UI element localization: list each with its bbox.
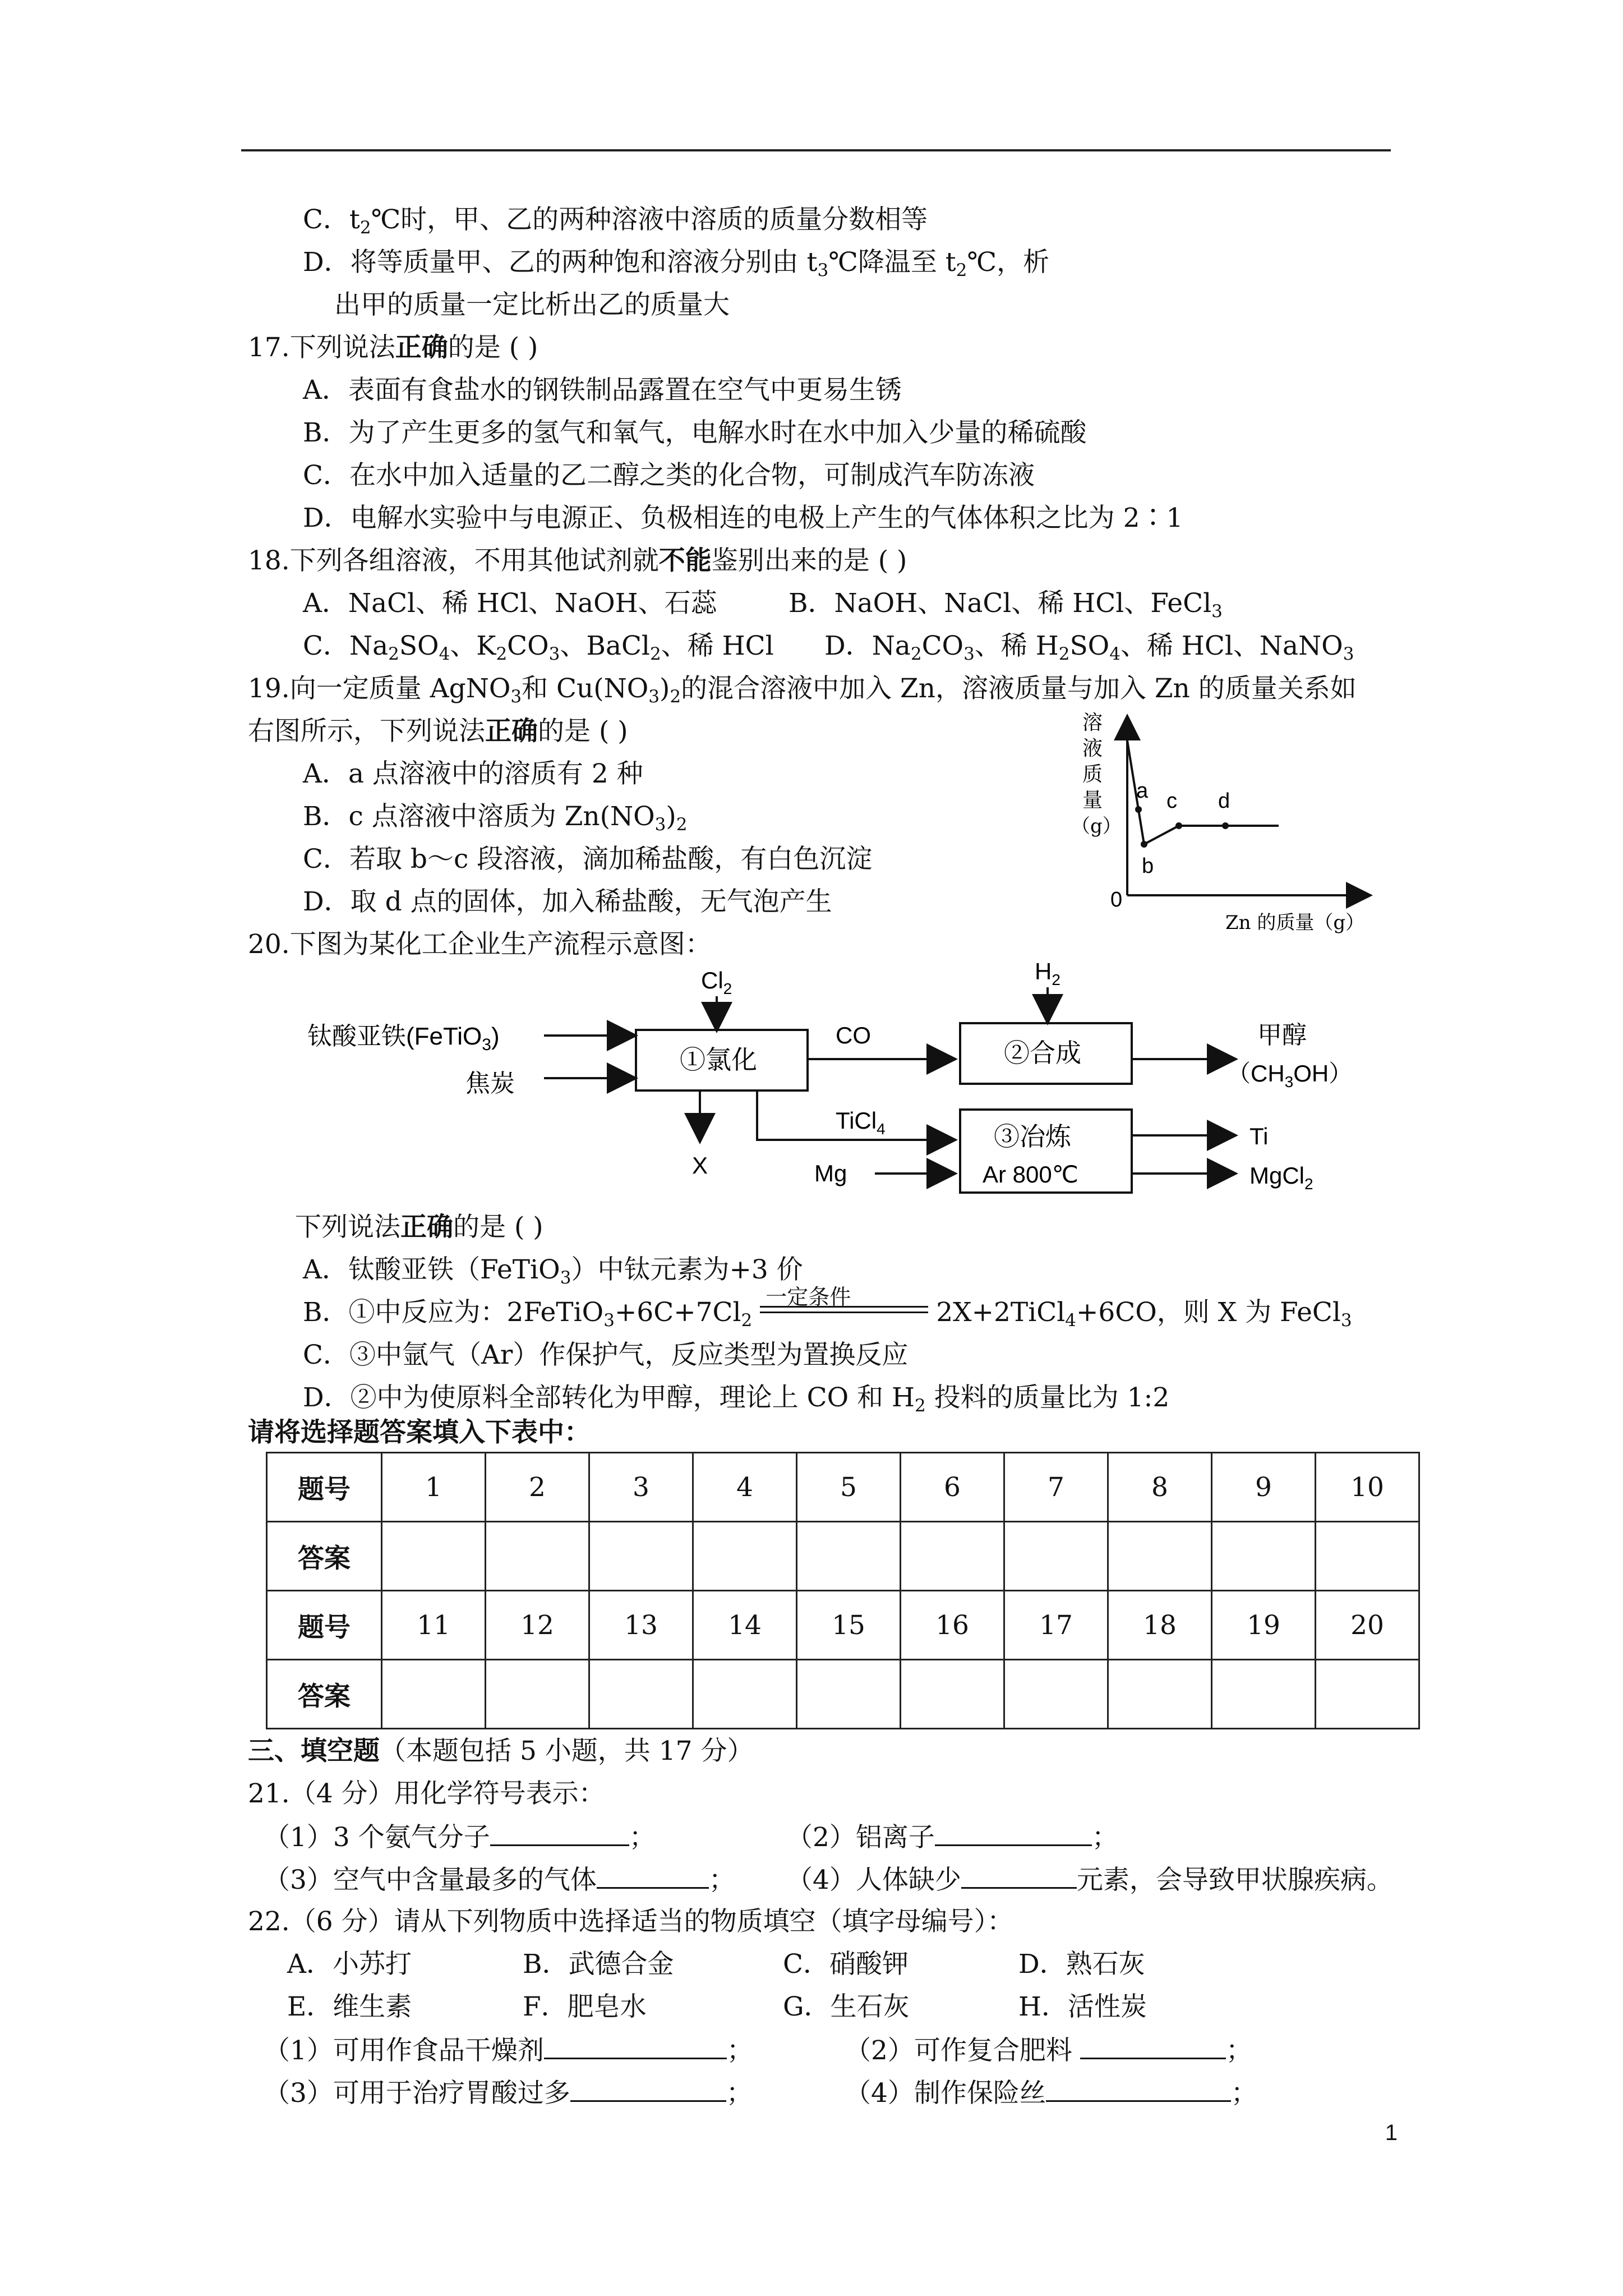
feed-coke: 焦炭: [465, 1069, 515, 1098]
q16-option-d: D．将等质量甲、乙的两种饱和溶液分别由 $t_3℃$降温至 $t_2℃$，析: [303, 247, 1049, 280]
table-row: [267, 1591, 1419, 1660]
q20-option-a: A．钛酸亚铁（FeTiO$_3$）中钛元素为+3 价: [303, 1254, 803, 1288]
q20-stem: 20.下图为某化工企业生产流程示意图：: [248, 929, 712, 960]
q17-option-a: A．表面有食盐水的钢铁制品露置在空气中更易生锈: [303, 375, 902, 406]
q19-stem-line1: 19.向一定质量 AgNO$_3$和 $Cu(NO_3)_2$的混合溶液中加入 Zn，溶液质量与加入 Zn 的质量关系如: [248, 673, 1357, 707]
question-number-cell: 9: [1212, 1453, 1316, 1522]
q22-stem: 22.（6 分）请从下列物质中选择适当的物质填空（填字母编号）：: [248, 1906, 1014, 1937]
q20-question: 下列说法正确的是 ( ): [295, 1212, 543, 1243]
q16-option-c: C．$t_2℃$时，甲、乙的两种溶液中溶质的质量分数相等: [303, 204, 928, 238]
row-label-answer: 答案: [267, 1522, 382, 1591]
question-number-cell: 15: [797, 1591, 901, 1660]
question-number-cell: 17: [1004, 1591, 1108, 1660]
answer-cell[interactable]: [693, 1522, 797, 1591]
q22-item-2: （2）可作复合肥料 ；: [845, 2033, 1252, 2067]
answer-blank[interactable]: [1080, 2033, 1226, 2059]
answer-cell[interactable]: [486, 1660, 589, 1729]
question-number-cell: 1: [382, 1453, 486, 1522]
q19-stem-line2: 右图所示，下列说法正确的是 ( ): [248, 716, 628, 747]
q20-option-d: D．②中为使原料全部转化为甲醇，理论上 CO 和 $H_2$ 投料的质量比为 1:2: [303, 1382, 1170, 1416]
answer-cell[interactable]: [901, 1522, 1004, 1591]
smelting-conditions: Ar 800℃: [983, 1161, 1078, 1188]
answer-blank[interactable]: [490, 1820, 629, 1846]
answer-blank[interactable]: [1046, 2076, 1231, 2102]
answer-cell[interactable]: [1004, 1660, 1108, 1729]
q21-item-1: （1）3 个氨气分子 ；: [264, 1820, 656, 1853]
x-label: X: [692, 1152, 708, 1179]
co-label: CO: [836, 1022, 871, 1048]
question-number-cell: 18: [1108, 1591, 1212, 1660]
question-number-cell: 12: [486, 1591, 589, 1660]
cl2-label: $Cl_2$: [701, 967, 732, 997]
answer-cell[interactable]: [1212, 1522, 1316, 1591]
q18-option-c: C．$Na_2SO_4$、$K_2CO_3$、BaCl$_2$、稀 HCl: [303, 631, 774, 664]
answer-cell[interactable]: [1316, 1522, 1419, 1591]
q21-item-3: （3）空气中含量最多的气体 ；: [264, 1862, 735, 1896]
y-label-1: 溶: [1082, 711, 1103, 734]
x-axis-label: Zn 的质量（g）: [1225, 912, 1365, 934]
answer-cell[interactable]: [1212, 1660, 1316, 1729]
question-number-cell: 19: [1212, 1591, 1316, 1660]
question-number-cell: 4: [693, 1453, 797, 1522]
q20-flow-diagram: [280, 959, 1402, 1228]
table-row: [267, 1453, 1419, 1522]
q20-option-b: B．①中反应为：$2FeTiO_3+6C+7Cl_2$ 一定条件 2X+2TiCl$_4$+6CO，则 X 为 FeCl$_3$: [303, 1285, 1352, 1331]
question-number-cell: 3: [589, 1453, 693, 1522]
answer-cell[interactable]: [1004, 1522, 1108, 1591]
q21-stem: 21.（4 分）用化学符号表示：: [248, 1778, 605, 1809]
question-number-cell: 10: [1316, 1453, 1419, 1522]
answer-blank[interactable]: [570, 2076, 726, 2102]
page-number: 1: [1385, 2120, 1398, 2145]
ticl4-label: TiCl$_4$: [836, 1107, 886, 1138]
question-number-cell: 7: [1004, 1453, 1108, 1522]
synthesis-label: ②合成: [1004, 1038, 1081, 1068]
q22-options-row-2: E．维生素 F．肥皂水 G．生石灰 H．活性炭: [287, 1991, 1147, 2022]
q21-item-4: （4）人体缺少 元素，会导致甲状腺疾病。: [786, 1862, 1393, 1896]
answer-table: [266, 1452, 1420, 1729]
answer-cell[interactable]: [797, 1522, 901, 1591]
row-label-number: 题号: [267, 1453, 382, 1522]
q17-option-d: D．电解水实验中与电源正、负极相连的电极上产生的气体体积之比为 2∶1: [303, 503, 1183, 533]
q21-item-2: （2）铝离子 ；: [786, 1820, 1118, 1853]
question-number-cell: 11: [382, 1591, 486, 1660]
answer-blank[interactable]: [935, 1820, 1092, 1846]
reaction-condition: 一定条件: [760, 1296, 928, 1329]
q19-option-b: B．c 点溶液中溶质为 $Zn(NO_3)_2$: [303, 801, 688, 835]
question-number-cell: 2: [486, 1453, 589, 1522]
q22-options-row-1: A．小苏打 B．武德合金 C．硝酸钾 D．熟石灰: [287, 1949, 1145, 1980]
mg-label: Mg: [814, 1160, 847, 1186]
answer-table-title: 请将选择题答案填入下表中：: [248, 1417, 591, 1448]
answer-cell[interactable]: [1316, 1660, 1419, 1729]
point-a-dot: [1135, 806, 1142, 813]
answer-cell[interactable]: [693, 1660, 797, 1729]
question-number-cell: 6: [901, 1453, 1004, 1522]
mgcl2-label: MgCl$_2$: [1249, 1162, 1313, 1193]
methanol-formula: $(CH_3OH)$: [1227, 1060, 1353, 1091]
ti-label: Ti: [1249, 1123, 1269, 1149]
q20-option-c: C．③中氩气（Ar）作保护气，反应类型为置换反应: [303, 1340, 909, 1370]
row-label-answer: 答案: [267, 1660, 382, 1729]
smelting-label: ③冶炼: [994, 1121, 1071, 1152]
row-label-number: 题号: [267, 1591, 382, 1660]
q17-stem: 17.下列说法正确的是 ( ): [248, 332, 538, 363]
q19-option-a: A．a 点溶液中的溶质有 2 种: [303, 758, 643, 789]
answer-blank[interactable]: [544, 2033, 727, 2059]
header-rule: [241, 149, 1391, 151]
y-label-unit: （g）: [1071, 815, 1122, 838]
q18-option-a: A．NaCl、稀 HCl、NaOH、石蕊: [303, 588, 717, 619]
answer-cell[interactable]: [589, 1660, 693, 1729]
methanol-label: 甲醇: [1257, 1021, 1307, 1050]
q17-option-b: B．为了产生更多的氢气和氧气，电解水时在水中加入少量的稀硫酸: [303, 417, 1087, 448]
question-number-cell: 13: [589, 1591, 693, 1660]
question-number-cell: 5: [797, 1453, 901, 1522]
answer-cell[interactable]: [382, 1660, 486, 1729]
point-b-label: b: [1142, 854, 1154, 878]
q16-option-d-continued: 出甲的质量一定比析出乙的质量大: [334, 289, 730, 320]
feed-fetio3: 钛酸亚铁(FeTiO$_3$): [307, 1023, 500, 1054]
answer-cell[interactable]: [486, 1522, 589, 1591]
answer-cell[interactable]: [1108, 1522, 1212, 1591]
point-d-label: d: [1218, 789, 1230, 813]
answer-blank[interactable]: [597, 1862, 709, 1889]
question-number-cell: 14: [693, 1591, 797, 1660]
q22-item-3: （3）可用于治疗胃酸过多 ；: [264, 2076, 753, 2109]
point-c-label: c: [1166, 789, 1177, 813]
y-label-4: 量: [1082, 789, 1103, 812]
answer-cell[interactable]: [797, 1660, 901, 1729]
q17-option-c: C．在水中加入适量的乙二醇之类的化合物，可制成汽车防冻液: [303, 460, 1035, 491]
q22-item-1: （1）可用作食品干燥剂 ；: [264, 2033, 753, 2067]
question-number-cell: 20: [1316, 1591, 1419, 1660]
answer-cell[interactable]: [1108, 1660, 1212, 1729]
origin-label: 0: [1110, 888, 1123, 912]
table-row: [267, 1522, 1419, 1591]
y-label-2: 液: [1082, 737, 1103, 760]
answer-cell[interactable]: [901, 1660, 1004, 1729]
q18-option-d: D．$Na_2CO_3$、稀 $H_2SO_4$、稀 HCl、NaNO$_3$: [824, 631, 1354, 664]
answer-cell[interactable]: [589, 1522, 693, 1591]
q18-stem: 18.下列各组溶液，不用其他试剂就不能鉴别出来的是 ( ): [248, 545, 907, 576]
table-row: [267, 1660, 1419, 1729]
point-d-dot: [1222, 822, 1229, 829]
question-number-cell: 8: [1108, 1453, 1212, 1522]
q19-option-d: D．取 d 点的固体，加入稀盐酸，无气泡产生: [303, 886, 832, 917]
point-b-dot: [1141, 841, 1147, 848]
h2-label: $H_2$: [1035, 959, 1061, 988]
section-3-heading: 三、填空题（本题包括 5 小题，共 17 分）: [248, 1736, 754, 1766]
y-label-3: 质: [1082, 763, 1103, 786]
question-number-cell: 16: [901, 1591, 1004, 1660]
mass-curve: [1127, 740, 1279, 844]
q19-mass-graph: [1054, 707, 1391, 942]
chlorination-label: ①氯化: [680, 1045, 757, 1075]
point-a-label: a: [1136, 779, 1149, 803]
q22-item-4: （4）制作保险丝 ；: [845, 2076, 1257, 2109]
q18-option-b: B．NaOH、NaCl、稀 HCl、FeCl$_3$: [789, 588, 1223, 622]
answer-cell[interactable]: [382, 1522, 486, 1591]
q19-option-c: C．若取 b～c 段溶液，滴加稀盐酸，有白色沉淀: [303, 844, 873, 875]
answer-blank[interactable]: [961, 1862, 1077, 1889]
point-c-dot: [1175, 822, 1182, 829]
